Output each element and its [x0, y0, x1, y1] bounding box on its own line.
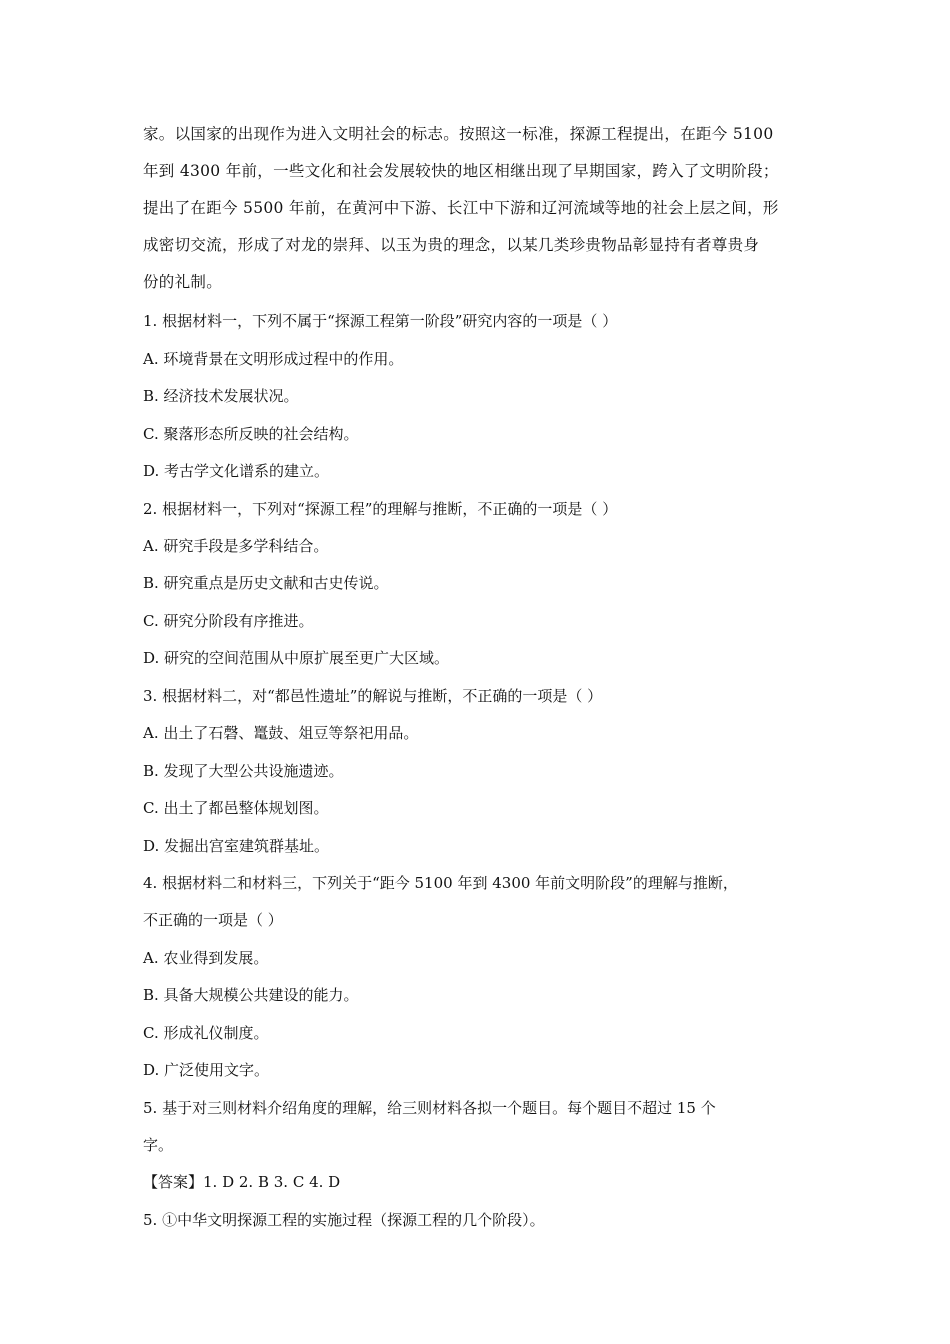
question-3-option-b: B. 发现了大型公共设施遗迹。 — [143, 762, 344, 780]
question-5-stem-line-1: 5. 基于对三则材料介绍角度的理解，给三则材料各拟一个题目。每个题目不超过 15 个 — [143, 1099, 716, 1117]
question-2-stem: 2. 根据材料一，下列对“探源工程”的理解与推断，不正确的一项是（ ） — [143, 500, 618, 518]
question-3-option-a: A. 出土了石磬、鼍鼓、俎豆等祭祀用品。 — [143, 724, 419, 742]
question-4-option-c: C. 形成礼仪制度。 — [143, 1024, 269, 1042]
question-1-option-c: C. 聚落形态所反映的社会结构。 — [143, 425, 359, 443]
question-5-stem-line-2: 字。 — [143, 1136, 174, 1154]
question-2-option-b: B. 研究重点是历史文献和古史传说。 — [143, 574, 389, 592]
intro-line-3: 提出了在距今 5500 年前，在黄河中下游、长江中下游和辽河流域等地的社会上层之间，形 — [143, 199, 779, 217]
intro-line-5: 份的礼制。 — [143, 273, 223, 291]
intro-line-2: 年到 4300 年前，一些文化和社会发展较快的地区相继出现了早期国家，跨入了文明阶段； — [143, 162, 779, 180]
question-1-stem: 1. 根据材料一，下列不属于“探源工程第一阶段”研究内容的一项是（ ） — [143, 312, 618, 330]
question-4-option-a: A. 农业得到发展。 — [143, 949, 269, 967]
question-4-option-b: B. 具备大规模公共建设的能力。 — [143, 986, 359, 1004]
question-4-option-d: D. 广泛使用文字。 — [143, 1061, 270, 1079]
question-2-option-a: A. 研究手段是多学科结合。 — [143, 537, 329, 555]
question-3-option-d: D. 发掘出宫室建筑群基址。 — [143, 837, 330, 855]
question-4-stem-line-2: 不正确的一项是（ ） — [143, 911, 283, 929]
question-1-option-d: D. 考古学文化谱系的建立。 — [143, 462, 330, 480]
intro-line-4: 成密切交流，形成了对龙的崇拜、以玉为贵的理念，以某几类珍贵物品彰显持有者尊贵身 — [143, 236, 760, 254]
question-1-option-b: B. 经济技术发展状况。 — [143, 387, 299, 405]
answer-5-line: 5. ①中华文明探源工程的实施过程（探源工程的几个阶段）。 — [143, 1211, 545, 1229]
intro-line-1: 家。以国家的出现作为进入文明社会的标志。按照这一标准，探源工程提出，在距今 5100 — [143, 125, 774, 143]
question-2-option-c: C. 研究分阶段有序推进。 — [143, 612, 314, 630]
question-3-stem: 3. 根据材料二，对“都邑性遗址”的解说与推断，不正确的一项是（ ） — [143, 687, 603, 705]
answer-key-line: 【答案】1. D 2. B 3. C 4. D — [143, 1173, 341, 1191]
question-1-option-a: A. 环境背景在文明形成过程中的作用。 — [143, 350, 404, 368]
question-2-option-d: D. 研究的空间范围从中原扩展至更广大区域。 — [143, 649, 450, 667]
question-4-stem-line-1: 4. 根据材料二和材料三，下列关于“距今 5100 年到 4300 年前文明阶段”的理解与推断， — [143, 874, 738, 892]
question-3-option-c: C. 出土了都邑整体规划图。 — [143, 799, 329, 817]
